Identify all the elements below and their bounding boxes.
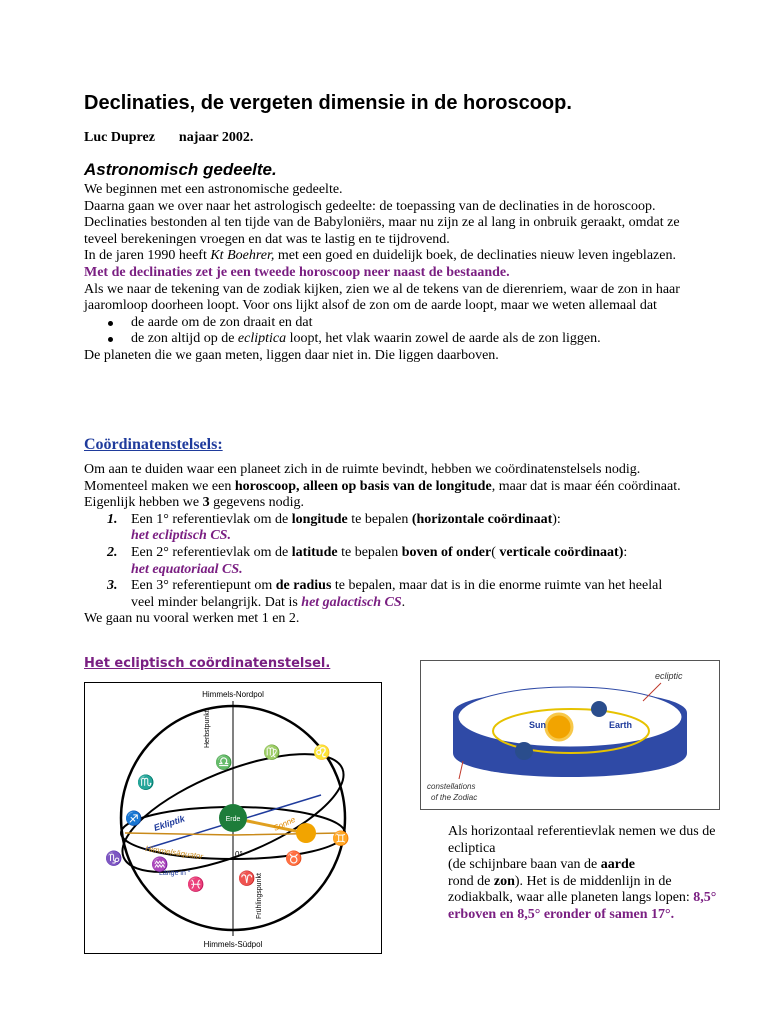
term: ecliptica: [237, 331, 287, 347]
text: Een 3° referentiepunt om: [131, 578, 276, 594]
zero-degree-label: 0°: [235, 850, 243, 859]
text: te bepalen, maar dat is in die enorme ruimte van het heelal veel minder belangrijk. Dat is: [131, 578, 663, 610]
list-item: de aarde om de zon draait en dat: [84, 315, 684, 332]
caption-line: [448, 857, 718, 874]
bullet-list: [84, 315, 684, 348]
author-line: [84, 130, 253, 146]
emphasis: verticale coördinaat): [499, 544, 624, 560]
earth-label: Erde: [225, 816, 241, 823]
longitude-label: Länge in °: [159, 870, 191, 877]
section-coordinates-body: [84, 462, 684, 628]
paragraph: [84, 479, 684, 512]
autumn-point-label: Herbstpunkt: [204, 710, 211, 748]
list-number: 2.: [107, 544, 118, 560]
text: :: [623, 544, 628, 560]
paragraph: Declinaties bestonden al ten tijde van de Babyloniërs, maar nu zijn ze al lang in onbruik geraakt, omdat ze teveel berekeningen vroegen en dat was te lastig en te tijdrovend.: [84, 215, 680, 247]
earth-label: Earth: [609, 720, 633, 730]
sun-icon: [296, 823, 316, 843]
zodiac-sign-icon: ♏: [137, 776, 155, 791]
section-heading-coordinates: Coördinatenstelsels:: [84, 436, 223, 453]
emphasis: longitude: [291, 511, 348, 527]
constellations-label: of the Zodiac: [431, 793, 478, 802]
paragraph: We beginnen met een astronomische gedeelte.: [84, 182, 343, 197]
emphasis: (horizontale coördinaat: [411, 511, 553, 527]
paragraph: We gaan nu vooral werken met 1 en 2.: [84, 611, 300, 627]
text: gegevens nodig.: [209, 495, 305, 511]
caption-line: Als horizontaal referentievlak nemen we dus de ecliptica: [448, 824, 716, 856]
numbered-list: [84, 512, 684, 612]
emphasis: horoscoop, alleen op basis van de longitude: [234, 478, 492, 494]
coordinate-system-name: het equatoriaal CS.: [131, 561, 243, 577]
list-item: [84, 545, 684, 578]
zodiac-sign-icon: ♎: [215, 756, 233, 771]
zodiac-sign-icon: ♍: [263, 746, 281, 761]
text: Momenteel maken we een: [84, 478, 235, 494]
text: rond de: [448, 873, 494, 889]
text: ). Het is de middenlijn in de zodiakbalk, waar alle planeten langs lopen:: [448, 873, 694, 906]
zodiac-band-figure: [420, 660, 720, 810]
highlight-statement: Met de declinaties zet je een tweede horoscoop neer naast de bestaande.: [84, 264, 510, 280]
text: met een goed en duidelijk boek, de declinaties nieuw leven ingeblazen.: [274, 248, 676, 264]
emphasis: latitude: [291, 544, 338, 560]
author-ref: Kt Boehrer,: [210, 248, 275, 264]
author-name: Luc Duprez: [84, 130, 155, 145]
sun-label: Sun: [529, 720, 546, 730]
text: ):: [552, 511, 561, 527]
ecliptic-label: ecliptic: [655, 671, 683, 681]
spring-point-label: Frühlingspunkt: [256, 873, 263, 919]
earth-icon: [515, 742, 533, 760]
list-item: [84, 331, 684, 348]
latitude-range: 8,5° erboven en 8,5° eronder of samen 17°.: [448, 890, 717, 922]
text: loopt, het vlak waarin zowel de aarde als de zon liggen.: [286, 331, 601, 347]
paragraph: [84, 248, 684, 265]
zodiac-sign-icon: ♉: [285, 852, 303, 867]
text: In de jaren 1990 heeft: [84, 248, 211, 264]
list-number: 3.: [107, 578, 118, 594]
emphasis: aarde: [600, 857, 635, 873]
text: de zon altijd op de: [131, 331, 238, 347]
zodiac-sign-icon: ♒: [151, 858, 169, 873]
south-pole-label: Himmels-Südpol: [203, 940, 263, 949]
section-heading-astronomy: Astronomisch gedeelte.: [84, 160, 277, 179]
zodiac-sign-icon: ♊: [332, 832, 350, 847]
zodiac-sign-icon: ♌: [313, 746, 331, 761]
paragraph: Om aan te duiden waar een planeet zich in de ruimte bevindt, hebben we coördinatenstelsels nodig.: [84, 462, 641, 477]
text: te bepalen: [337, 544, 402, 560]
text: , maar dat is maar één coördinaat. Eigenlijk hebben we: [84, 478, 681, 511]
sun-icon: [546, 714, 572, 740]
figure-caption: [448, 824, 718, 924]
paragraph: Als we naar de tekening van de zodiak kijken, zien we al de tekens van de dierenriem, waar de zon in haar jaaromloop doorheen loopt. Voor ons lijkt alsof de zon om de aarde loopt, maar we weten allemaal dat: [84, 281, 680, 314]
earth-icon: [591, 701, 607, 717]
zodiac-band-svg: [421, 661, 719, 809]
emphasis: zon: [493, 873, 515, 889]
text: te bepalen: [347, 511, 412, 527]
text: .: [401, 594, 406, 610]
sun-label: Sonne: [272, 814, 297, 833]
date: najaar 2002.: [178, 130, 254, 145]
zodiac-sign-icon: ♈: [238, 872, 256, 887]
list-item: [84, 578, 684, 611]
section-heading-ecliptic: Het ecliptisch coördinatenstelsel.: [84, 656, 331, 671]
caption-line: [448, 874, 718, 924]
list-number: 1.: [107, 511, 118, 527]
emphasis: de radius: [275, 578, 332, 594]
text: (: [491, 544, 500, 560]
section-astronomy-body: [84, 182, 684, 365]
north-pole-label: Himmels-Nordpol: [202, 690, 264, 699]
text: Een 2° referentievlak om de: [131, 544, 292, 560]
coordinate-system-name: het galactisch CS: [301, 594, 402, 610]
ecliptic-label: Ekliptik: [152, 813, 187, 833]
emphasis: boven of onder: [401, 544, 492, 560]
emphasis: 3: [202, 495, 210, 511]
page-title: Declinaties, de vergeten dimensie in de horoscoop.: [84, 92, 572, 114]
equator-label: Himmelsäquator: [144, 844, 204, 862]
zodiac-sign-icon: ♓: [187, 878, 205, 893]
celestial-sphere-svg: [85, 683, 381, 953]
paragraph: Daarna gaan we over naar het astrologisch gedeelte: de toepassing van de declinaties in de horoscoop.: [84, 198, 656, 214]
text: (de schijnbare baan van de: [448, 857, 601, 873]
constellations-label: constellations: [427, 782, 476, 791]
celestial-sphere-figure: [84, 682, 382, 954]
paragraph: De planeten die we gaan meten, liggen daar niet in. Die liggen daarboven.: [84, 347, 499, 363]
coordinate-system-name: het ecliptisch CS.: [131, 528, 231, 544]
list-item: [84, 512, 684, 545]
text: Een 1° referentievlak om de: [131, 511, 292, 527]
zodiac-sign-icon: ♐: [125, 812, 143, 827]
zodiac-sign-icon: ♑: [105, 852, 123, 867]
